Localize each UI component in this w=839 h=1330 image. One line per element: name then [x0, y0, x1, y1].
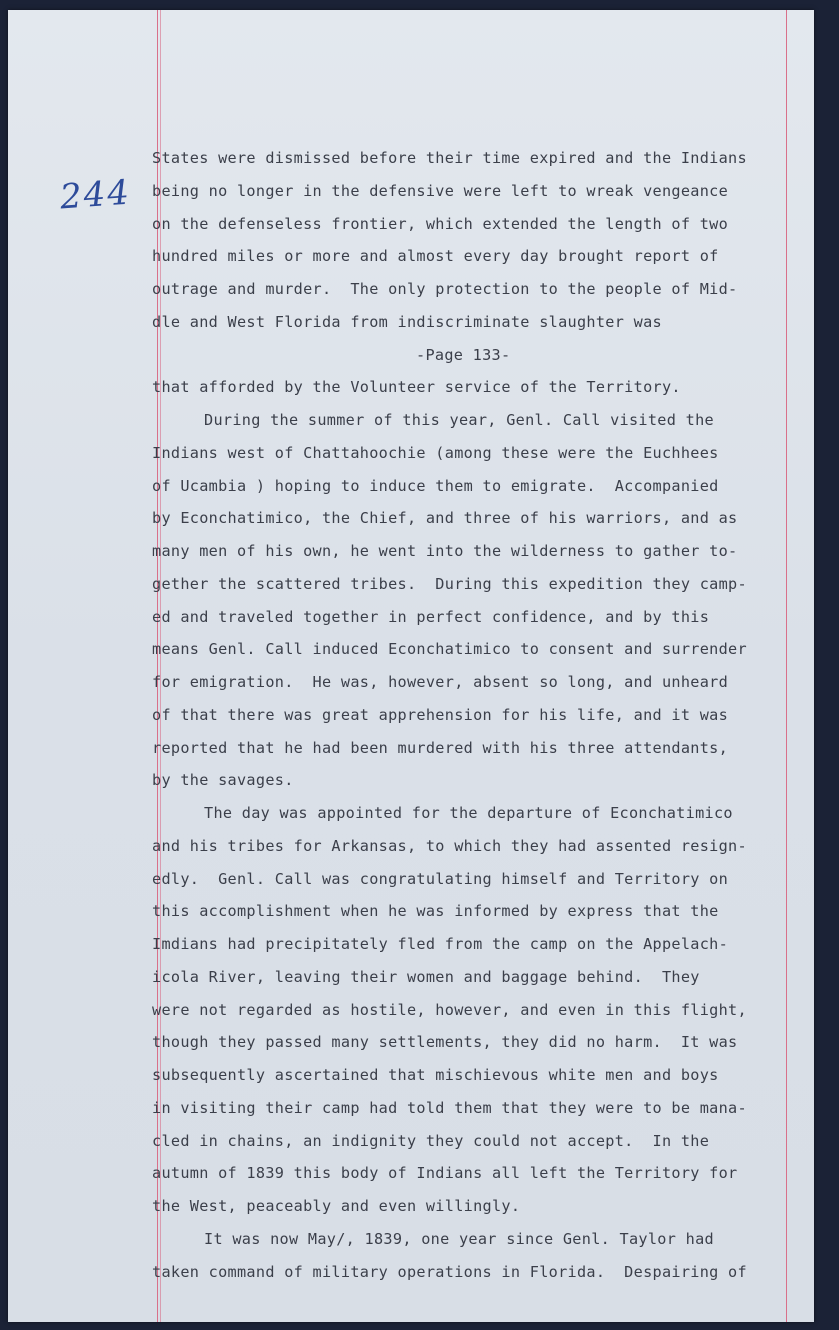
- text-line: outrage and murder. The only protection to the people of Mid-: [152, 280, 738, 298]
- text-line: icola River, leaving their women and baggage behind. They: [152, 967, 700, 986]
- text-line: by the savages.: [152, 771, 294, 790]
- paragraph-start: During the summer of this year, Genl. Call visited the: [204, 411, 714, 429]
- text-line: reported that he had been murdered with his three attendants,: [152, 738, 729, 757]
- text-line: Imdians had precipitately fled from the camp on the Appelach-: [152, 935, 729, 953]
- text-line: though they passed many settlements, they did no harm. It was: [152, 1033, 738, 1052]
- page-marker: -Page 133-: [416, 345, 511, 364]
- text-line: in visiting their camp had told them that they were to be mana-: [152, 1098, 747, 1117]
- text-line: hundred miles or more and almost every day brought report of: [152, 247, 719, 266]
- text-line: the West, peaceably and even willingly.: [152, 1197, 521, 1215]
- text-line: that afforded by the Volunteer service of the Territory.: [152, 378, 681, 397]
- text-line: means Genl. Call induced Econchatimico to consent and surrender: [152, 640, 747, 659]
- handwritten-folio-number: 244: [58, 172, 133, 218]
- text-line: and his tribes for Arkansas, to which they had assented resign-: [152, 836, 747, 855]
- text-line: dle and West Florida from indiscriminate slaughter was: [152, 312, 662, 331]
- text-line: States were dismissed before their time expired and the Indians: [152, 149, 747, 167]
- text-line: of that there was great apprehension for his life, and it was: [152, 705, 729, 724]
- typed-text-body: [152, 142, 812, 1288]
- text-line: gether the scattered tribes. During this expedition they camp-: [152, 574, 747, 593]
- text-line: were not regarded as hostile, however, and even in this flight,: [152, 1000, 747, 1019]
- text-line: cled in chains, an indignity they could not accept. In the: [152, 1131, 710, 1150]
- text-line: Indians west of Chattahoochie (among these were the Euchhees: [152, 443, 719, 462]
- text-line: ed and traveled together in perfect confidence, and by this: [152, 607, 710, 626]
- text-line: this accomplishment when he was informed by express that the: [152, 902, 719, 921]
- paragraph-start: It was now May/, 1839, one year since Genl. Taylor had: [204, 1229, 714, 1248]
- text-line: many men of his own, he went into the wilderness to gather to-: [152, 542, 738, 560]
- text-line: being no longer in the defensive were left to wreak vengeance: [152, 181, 729, 200]
- text-line: taken command of military operations in Florida. Despairing of: [152, 1262, 747, 1281]
- text-line: for emigration. He was, however, absent so long, and unheard: [152, 673, 729, 691]
- text-line: by Econchatimico, the Chief, and three of his warriors, and as: [152, 509, 738, 528]
- text-line: of Ucambia ) hoping to induce them to emigrate. Accompanied: [152, 476, 719, 495]
- text-line: edly. Genl. Call was congratulating himself and Territory on: [152, 869, 729, 888]
- text-line: autumn of 1839 this body of Indians all left the Territory for: [152, 1164, 738, 1183]
- text-line: on the defenseless frontier, which extended the length of two: [152, 214, 729, 233]
- text-line: subsequently ascertained that mischievous white men and boys: [152, 1066, 719, 1084]
- paragraph-start: The day was appointed for the departure of Econchatimico: [204, 804, 733, 822]
